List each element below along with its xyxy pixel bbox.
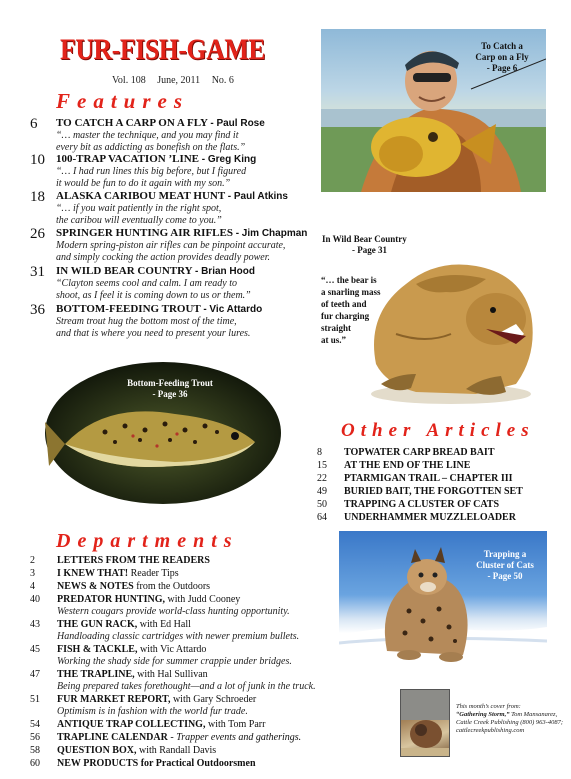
bobcat-photo-caption [469,549,541,582]
article-title[interactable]: PTARMIGAN TRAIL – CHAPTER III [344,473,513,484]
department-subtitle: from the Outdoors [133,581,211,592]
feature-title[interactable]: IN WILD BEAR COUNTRY [56,265,193,277]
department-page: 56 [30,732,40,743]
other-article-item[interactable] [317,460,470,471]
article-title[interactable]: UNDERHAMMER MUZZLELOADER [344,512,516,523]
caption-line: - Page 31 [352,245,387,255]
department-columnist: with Judd Cooney [164,594,241,605]
other-articles-heading: Other Articles [341,420,535,441]
article-title[interactable]: TOPWATER CARP BREAD BAIT [344,447,495,458]
other-article-item[interactable] [317,447,495,458]
feature-desc: the caribou will eventually come to you.” [56,214,222,226]
feature-page: 36 [30,302,45,318]
trout-photo-caption [120,378,220,400]
department-columnist: with Vic Attardo [137,644,207,655]
department-title[interactable]: TRAPLINE CALENDAR [57,732,168,743]
feature-desc: Modern spring-piston air rifles can be pinpoint accurate, [56,240,286,251]
quote-line: straight [321,323,351,333]
feature-title[interactable]: 100-TRAP VACATION ’LINE [56,153,200,165]
caption-line: In Wild Bear Country [322,234,407,244]
department-description: Optimism is in fashion with the world fur trade. [57,706,248,717]
feature-author: - Greg King [201,154,257,165]
carp-photo-caption [462,41,542,74]
department-page: 43 [30,619,40,630]
department-columnist: with Hal Sullivan [134,669,208,680]
department-title[interactable]: QUESTION BOX, [57,745,137,756]
department-page: 2 [30,555,35,566]
department-title[interactable]: I KNEW THAT! [57,568,129,579]
department-page: 3 [30,568,35,579]
feature-desc: “… if you wait patiently in the right spot, [56,203,222,214]
department-columnist: with Randall Davis [136,745,217,756]
caption-line: To Catch a [481,41,523,51]
issue-number: No. 6 [211,75,234,86]
magazine-logo: FUR-FISH-GAME [60,33,266,66]
article-page: 49 [317,486,327,497]
caption-line: Cluster of Cats [476,560,534,570]
department-title[interactable]: NEW PRODUCTS for Practical Outdoorsmen [57,758,256,769]
feature-desc: and that is where you need to present your lures. [56,327,251,339]
department-page: 51 [30,694,40,705]
issue-volume: Vol. 108 [112,75,146,86]
department-description: Handloading classic cartridges with newer premium bullets. [57,631,300,642]
department-description: Western cougars provide world-class hunting opportunity. [57,606,290,617]
feature-title[interactable]: SPRINGER HUNTING AIR RIFLES [56,227,233,239]
article-page: 22 [317,473,327,484]
feature-page: 26 [30,226,45,242]
caption-line: - Page 50 [487,571,523,581]
feature-desc: “… I had run lines this big before, but I figured [56,166,247,177]
department-title[interactable]: THE TRAPLINE, [57,669,135,680]
other-article-item[interactable] [317,473,513,484]
feature-page: 6 [30,116,38,132]
department-page: 40 [30,594,40,605]
department-description: Working the shady side for summer crappie under bridges. [57,656,292,667]
quote-line: fur charging [321,311,370,321]
department-columnist: with Gary Schroeder [170,694,257,705]
quote-line: of teeth and [321,299,367,309]
department-title[interactable]: ANTIQUE TRAP COLLECTING, [57,719,206,730]
article-page: 50 [317,499,327,510]
cover-thumbnail[interactable] [400,689,450,757]
feature-page: 10 [30,152,45,168]
article-title[interactable]: BURIED BAIT, THE FORGOTTEN SET [344,486,523,497]
department-page: 58 [30,745,40,756]
department-title[interactable]: PREDATOR HUNTING, [57,594,165,605]
caption-line: Bottom-Feeding Trout [127,378,213,388]
feature-page: 18 [30,189,45,205]
department-page: 45 [30,644,40,655]
cover-credit-intro: This month’s cover from: [456,703,521,710]
cover-title: “Gathering Storm,” [456,711,510,718]
quote-line: “… the bear is [321,275,377,285]
quote-line: a snarling mass [321,287,381,297]
feature-desc: every bit as addicting as bonefish on the flats.” [56,141,246,153]
department-subtitle: Reader Tips [128,568,179,579]
article-page: 64 [317,512,327,523]
feature-desc: “… master the technique, and you may find it [56,130,239,141]
article-title[interactable]: AT THE END OF THE LINE [344,460,471,471]
caption-line: - Page 6 [486,63,518,73]
feature-desc: shoot, as I feel it is coming down to us or them.” [56,289,251,301]
departments-heading: Departments [56,530,239,552]
caption-line: Carp on a Fly [475,52,529,62]
caption-line: - Page 36 [152,389,188,399]
department-title[interactable]: THE GUN RACK, [57,619,138,630]
department-title[interactable]: NEWS & NOTES [57,581,134,592]
department-page: 47 [30,669,40,680]
department-page: 60 [30,758,40,769]
feature-author: - Vic Attardo [203,304,263,315]
department-page: 54 [30,719,40,730]
features-heading: Features [56,89,190,113]
issue-info [112,75,243,86]
department-title[interactable]: FUR MARKET REPORT, [57,694,171,705]
other-article-item[interactable] [317,512,516,523]
issue-month: June, 2011 [157,75,201,86]
feature-author: - Jim Chapman [235,228,308,239]
article-page: 8 [317,447,322,458]
bear-drawing [356,244,546,408]
department-title[interactable]: FISH & TACKLE, [57,644,138,655]
other-article-item[interactable] [317,486,523,497]
feature-page: 31 [30,264,45,280]
cover-credit [456,703,566,735]
cover-artist: Tom Mansanarez, Cattle Creek Publishing (800) 963-4087; cattlecreekpublishing.com [456,711,563,734]
department-description: Being prepared takes forethought—and a lot of junk in the truck. [57,681,316,692]
feature-title[interactable]: TO CATCH A CARP ON A FLY [56,117,208,129]
feature-desc: it would be fun to do it again with my son.” [56,177,231,189]
cover-art [401,690,450,757]
other-article-item[interactable] [317,499,499,510]
feature-desc: Stream trout hug the bottom most of the time, [56,316,237,327]
feature-author: - Paul Atkins [227,191,288,202]
department-description: - Trapper events and gatherings. [167,732,302,743]
department-columnist: with Ed Hall [137,619,191,630]
feature-title[interactable]: ALASKA CARIBOU MEAT HUNT [56,190,226,202]
department-columnist: with Tom Parr [205,719,266,730]
department-title[interactable]: LETTERS FROM THE READERS [57,555,210,566]
article-page: 15 [317,460,327,471]
feature-title[interactable]: BOTTOM-FEEDING TROUT [56,303,201,315]
feature-author: - Paul Rose [210,118,265,129]
feature-author: - Brian Hood [194,266,255,277]
department-page: 4 [30,581,35,592]
bear-illustration[interactable] [356,244,546,408]
feature-desc: “Clayton seems cool and calm. I am ready to [56,278,237,289]
feature-desc: and simply cocking the action provides deadly power. [56,251,271,263]
caption-line: Trapping a [483,549,527,559]
quote-line: at us.” [321,335,347,345]
article-title[interactable]: TRAPPING A CLUSTER OF CATS [344,499,500,510]
